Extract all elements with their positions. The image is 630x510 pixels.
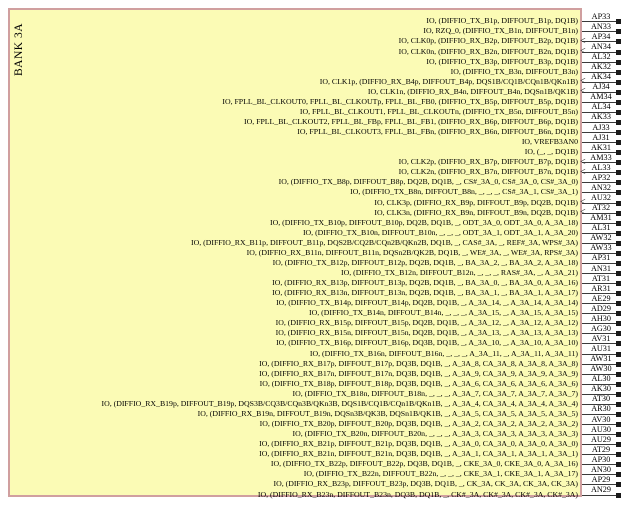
pin-label: AP32: [591, 172, 611, 182]
pin-label: AR31: [591, 283, 611, 293]
pin-label: AW33: [590, 243, 612, 253]
signal-row: IO, (DIFFIO_TX_B18p, DIFFOUT_B18p, DQ3B, DQ1B, _, A_3A_6, CA_3A_6, A_3A_6, A_3A_6): [259, 378, 578, 388]
pin-label: AJ31: [592, 132, 610, 142]
pin-label: AN29: [590, 485, 611, 494]
signal-row: IO, (_, _, DQ1B): [524, 147, 578, 157]
pin-label: AN33: [590, 21, 611, 31]
pin-label: AL32: [591, 52, 611, 62]
signal-row: IO, (DIFFIO_TX_B14n, DIFFOUT_B14n, _, _, _, A_3A_15, _, A_3A_15, A_3A_15): [309, 308, 578, 318]
pin-label: AP30: [591, 454, 611, 464]
pin-label: AW32: [590, 233, 612, 243]
signal-row: IO, CLK0p, (DIFFIO_RX_B2p, DIFFOUT_B2p, DQ1B): [398, 36, 578, 46]
pin-label: AP31: [591, 253, 611, 263]
pin-label: AL31: [591, 223, 611, 233]
pin-label: AR30: [591, 404, 611, 414]
signal-row: IO, CLK1n, (DIFFIO_RX_B4n, DIFFOUT_B4n, DQSn1B/QK1B): [367, 86, 578, 96]
pin-label: AU32: [590, 193, 611, 203]
signal-row: IO, (DIFFIO_TX_B8n, DIFFOUT_B8n, _, _, _, CS#_3A_1, CS#_3A_1): [350, 187, 578, 197]
signal-row: IO, (DIFFIO_TX_B16p, DIFFOUT_B16p, DQ3B, DQ1B, _, A_3A_10, _, A_3A_10, A_3A_10): [276, 338, 578, 348]
signal-row: IO, (DIFFIO_TX_B16n, DIFFOUT_B16n, _, _, _, A_3A_11, _, A_3A_11, A_3A_11): [309, 348, 578, 358]
signal-row: IO, (DIFFIO_RX_B17n, DIFFOUT_B17n, DQ3B, DQ1B, _, A_3A_9, CA_3A_9, A_3A_9, A_3A_9): [259, 368, 578, 378]
pin-label: AM33: [590, 152, 612, 162]
signal-row: IO, (DIFFIO_RX_B23n, DIFFOUT_B23n, DQ3B, DQ1B, _, CK#_3A, CK#_3A, CK#_3A, CK#_3A): [257, 489, 578, 499]
signal-row: IO, (DIFFIO_TX_B3n, DIFFOUT_B3n): [450, 66, 578, 76]
pin-label: AN34: [590, 42, 611, 51]
pin-label: AJ33: [592, 122, 610, 132]
signal-row: IO, (DIFFIO_TX_B22p, DIFFOUT_B22p, DQ3B, DQ1B, _, CKE_3A_0, CKE_3A_0, A_3A_16): [270, 459, 578, 469]
signal-row: IO, CLK3p, (DIFFIO_RX_B9p, DIFFOUT_B9p, DQ2B, DQ1B): [374, 197, 578, 207]
clock-arrow-icon: <: [580, 35, 586, 47]
pin-label: AE29: [591, 293, 611, 303]
pin-label: AL34: [591, 102, 611, 112]
signal-row: IO, FPLL_BL_CLKOUT3, FPLL_BL_FBn, (DIFFIO_RX_B6n, DIFFOUT_B6n, DQ1B): [297, 127, 578, 137]
clock-arrow-icon: <: [580, 46, 586, 57]
signal-row: IO, (DIFFIO_RX_B21n, DIFFOUT_B21n, DQ3B, DQ1B, _, A_3A_1, CA_3A_1, A_3A_1, A_3A_1): [259, 449, 578, 459]
pin-label: AL30: [591, 374, 611, 384]
signal-row: IO, (DIFFIO_RX_B19n, DIFFOUT_B19n, DQSn3B/QK3B, DQSn1B/QK1B, _, A_3A_5, CA_3A_5, A_3A_5, A_3A_5): [197, 408, 578, 418]
signal-row: IO, FPLL_BL_CLKOUT2, FPLL_BL_FBp, FPLL_BL_FB1, (DIFFIO_RX_B6p, DIFFOUT_B6p, DQ1B): [243, 116, 578, 126]
signal-row: IO, (DIFFIO_TX_B20n, DIFFOUT_B20n, _, _, _, A_3A_3, CA_3A_3, A_3A_3, A_3A_3): [292, 429, 578, 439]
signal-row: IO, CLK3n, (DIFFIO_RX_B9n, DIFFOUT_B9n, DQ2B, DQ1B): [374, 207, 578, 217]
pin-label: AK33: [590, 112, 611, 122]
bank-title: BANK 3A: [13, 22, 25, 76]
clock-arrow-icon: <: [580, 86, 586, 98]
pin-label: AH30: [590, 313, 611, 323]
pin-label: AJ34: [592, 82, 610, 92]
signal-row: IO, (DIFFIO_TX_B14p, DIFFOUT_B14p, DQ2B, DQ1B, _, A_3A_14, _, A_3A_14, A_3A_14): [276, 298, 578, 308]
signal-row: IO, (DIFFIO_RX_B13p, DIFFOUT_B13p, DQ2B, DQ1B, _, BA_3A_0, _, BA_3A_0, A_3A_16): [272, 278, 578, 288]
pin-label: AT29: [591, 444, 611, 454]
pin-label: AU29: [590, 434, 611, 444]
signal-row: IO, (DIFFIO_RX_B15n, DIFFOUT_B15n, DQ2B, DQ1B, _, A_3A_13, _, A_3A_13, A_3A_13): [275, 328, 578, 338]
signal-row: IO, (DIFFIO_RX_B21p, DIFFOUT_B21p, DQ3B, DQ1B, _, A_3A_0, CA_3A_0, A_3A_0, A_3A_0): [259, 439, 578, 449]
signal-row: IO, (DIFFIO_TX_B10n, DIFFOUT_B10n, _, _, _, ODT_3A_1, ODT_3A_1, A_3A_20): [302, 227, 578, 237]
signal-row: IO, (DIFFIO_TX_B20p, DIFFOUT_B20p, DQ3B, DQ1B, _, A_3A_2, CA_3A_2, A_3A_2, A_3A_2): [259, 419, 578, 429]
clock-arrow-icon: <: [580, 197, 586, 209]
pin-label: AL33: [591, 162, 611, 172]
signal-row: IO, CLK0n, (DIFFIO_RX_B2n, DIFFOUT_B2n, DQ1B): [398, 46, 578, 56]
pin-label: AM34: [590, 92, 612, 102]
signal-row: IO, (DIFFIO_TX_B8p, DIFFOUT_B8p, DQ2B, DQ1B, _, CS#_3A_0, CS#_3A_0, CS#_3A_0): [278, 177, 578, 187]
signal-row: IO, (DIFFIO_RX_B15p, DIFFOUT_B15p, DQ2B, DQ1B, _, A_3A_12, _, A_3A_12, A_3A_12): [275, 318, 578, 328]
pin-label: AP34: [591, 31, 611, 41]
pin-label: AN32: [590, 182, 611, 192]
signal-row: IO, CLK2n, (DIFFIO_RX_B7n, DIFFOUT_B7n, DQ1B): [398, 167, 578, 177]
pin-label: AV30: [591, 414, 611, 424]
pin-label: AD29: [590, 303, 611, 313]
clock-arrow-icon: <: [580, 76, 586, 88]
pin-label: AM31: [590, 213, 612, 223]
pin-label: AG30: [590, 323, 611, 333]
pin-label: AN30: [590, 464, 611, 474]
signal-row: IO, (DIFFIO_RX_B13n, DIFFOUT_B13n, DQ2B, DQ1B, _, BA_3A_1, _, BA_3A_1, A_3A_17): [272, 288, 578, 298]
pin-label: AV31: [591, 333, 611, 343]
pin-label: AU30: [590, 424, 611, 434]
signal-row: IO, (DIFFIO_TX_B12n, DIFFOUT_B12n, _, _, _, RAS#_3A, _, A_3A_21): [341, 268, 578, 277]
signal-row: IO, CLK2p, (DIFFIO_RX_B7p, DIFFOUT_B7p, DQ1B): [398, 157, 578, 167]
pin-label: AP29: [591, 474, 611, 484]
signal-row: IO, (DIFFIO_TX_B12p, DIFFOUT_B12p, DQ2B, DQ1B, _, BA_3A_2, _, BA_3A_2, A_3A_18): [272, 257, 578, 267]
pin-label: AT32: [591, 203, 611, 213]
pin-label: AW30: [590, 364, 612, 374]
clock-arrow-icon: <: [580, 166, 586, 178]
pin-label: AT31: [591, 273, 611, 283]
pin-label: AU31: [590, 344, 611, 354]
signal-row: IO, (DIFFIO_RX_B23p, DIFFOUT_B23p, DQ3B, DQ1B, _, CK_3A, CK_3A, CK_3A, CK_3A): [273, 479, 578, 489]
signal-row: IO, (DIFFIO_RX_B11n, DIFFOUT_B11n, DQSn2B/QK2B, DQ1B, _, WE#_3A, _, WE#_3A, RPS#_3A): [246, 247, 578, 257]
signal-row: IO, (DIFFIO_TX_B1p, DIFFOUT_B1p, DQ1B): [426, 16, 578, 26]
clock-arrow-icon: <: [580, 156, 586, 168]
pin-label: AK30: [590, 384, 611, 394]
signal-row: IO, (DIFFIO_RX_B17p, DIFFOUT_B17p, DQ3B, DQ1B, _, A_3A_8, CA_3A_8, A_3A_8, A_3A_8): [259, 358, 578, 368]
signal-row: IO, VREFB3AN0: [521, 137, 578, 147]
pin-label: AT30: [591, 394, 611, 404]
signal-row: IO, (DIFFIO_TX_B3p, DIFFOUT_B3p, DQ1B): [426, 56, 578, 66]
pin-label: AW31: [590, 354, 612, 364]
signal-row: IO, (DIFFIO_TX_B10p, DIFFOUT_B10p, DQ2B, DQ1B, _, ODT_3A_0, ODT_3A_0, A_3A_18): [270, 217, 578, 227]
signal-row: IO, (DIFFIO_TX_B18n, DIFFOUT_B18n, _, _, _, A_3A_7, CA_3A_7, A_3A_7, A_3A_7): [292, 388, 578, 398]
clock-arrow-icon: <: [580, 207, 586, 219]
pin-label: AP33: [591, 11, 611, 21]
pin-label: AN31: [590, 263, 611, 273]
signal-row: IO, CLK1p, (DIFFIO_RX_B4p, DIFFOUT_B4p, DQS1B/CQ1B/CQn1B/QKn1B): [319, 76, 578, 86]
pin-label: AK34: [590, 72, 611, 82]
signal-row: IO, RZQ_0, (DIFFIO_TX_B1n, DIFFOUT_B1n): [423, 26, 578, 36]
signal-row: IO, FPLL_BL_CLKOUT1, FPLL_BL_CLKOUTn, (DIFFIO_TX_B5n, DIFFOUT_B5n): [299, 106, 578, 116]
signal-row: IO, (DIFFIO_RX_B19p, DIFFOUT_B19p, DQS3B/CQ3B/CQn3B/QKn3B, DQS1B/CQ1B/CQn1B/QKn1B, _, A_3A_4, CA_3A_4, A_3A_4, A_3A_4): [101, 398, 578, 408]
pin-wire: [582, 495, 620, 496]
pin-label: AK31: [590, 142, 611, 152]
signal-row: IO, (DIFFIO_RX_B11p, DIFFOUT_B11p, DQS2B/CQ2B/CQn2B/QKn2B, DQ1B, _, CAS#_3A, _, REF#_3A, WPS#_3A): [191, 237, 578, 247]
signal-row: IO, FPLL_BL_CLKOUT0, FPLL_BL_CLKOUTp, FPLL_BL_FB0, (DIFFIO_TX_B5p, DIFFOUT_B5p, DQ1B): [222, 96, 578, 106]
signal-row: IO, (DIFFIO_TX_B22n, DIFFOUT_B22n, _, _, _, CKE_3A_1, CKE_3A_1, A_3A_17): [303, 469, 578, 479]
pin-label: AK32: [590, 62, 611, 72]
